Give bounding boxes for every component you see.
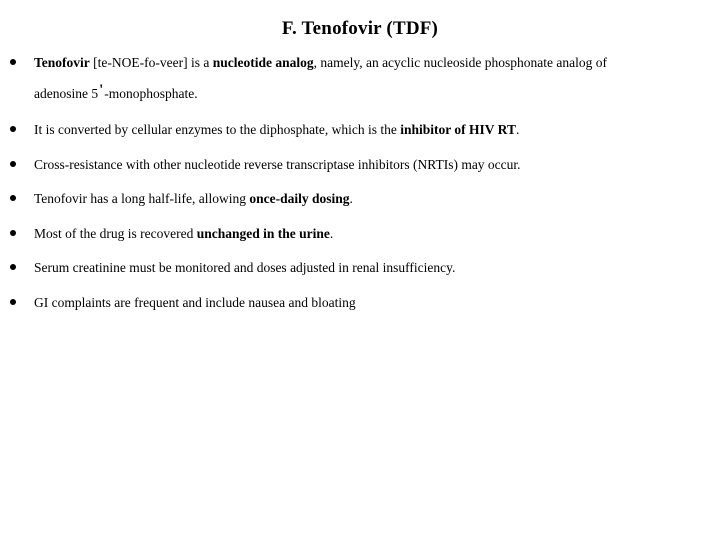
bullet-text: . — [349, 191, 353, 206]
bullet-text-line — [34, 227, 712, 241]
bullet-dot-icon — [10, 59, 16, 65]
bullet-dot-icon — [10, 161, 16, 167]
drug-name-bold: Tenofovir — [34, 55, 90, 70]
bullet-text: Tenofovir has a long half-life, allowing — [34, 191, 250, 206]
bullet-text: , namely, an acyclic nucleoside phosphonate analog of — [313, 55, 607, 70]
emphasis-bold: once-daily dosing — [249, 191, 350, 206]
emphasis-bold: inhibitor of HIV RT — [400, 122, 516, 137]
bullet-dot-icon — [10, 299, 16, 305]
bullet-dot-icon — [10, 264, 16, 270]
bullet-dot-icon — [10, 126, 16, 132]
bullet-text-line — [34, 81, 712, 102]
bullet-text: [te-NOE-fo-veer] is a — [89, 55, 213, 70]
bullet-text: Serum creatinine must be monitored and doses adjusted in renal insufficiency. — [34, 260, 456, 275]
prime-mark: ' — [99, 81, 104, 98]
bullet-text: Most of the drug is recovered — [34, 225, 197, 241]
bullet-dot-icon — [10, 230, 16, 236]
bullet-item-monitoring — [0, 261, 720, 275]
bullet-text-line — [34, 192, 712, 206]
bullet-text: . — [515, 122, 520, 137]
bullet-text: Cross-resistance with other nucleotide reverse transcriptase inhibitors (NRTIs) may occur. — [34, 156, 521, 172]
bullet-text-line — [34, 123, 712, 137]
bullet-text: GI complaints are frequent and include nausea and bloating — [34, 294, 356, 310]
bullet-text: It is converted by cellular enzymes to the diphosphate, which is the — [34, 122, 401, 137]
bullet-dot-icon — [10, 195, 16, 201]
emphasis-bold: nucleotide analog — [212, 55, 314, 70]
bullet-text: . — [329, 225, 334, 241]
bullet-text-line — [34, 56, 712, 70]
bullet-item-dosing — [0, 192, 720, 206]
bullet-text: -monophosphate. — [104, 85, 198, 101]
bullet-item-excretion — [0, 227, 720, 241]
bullet-text: adenosine 5 — [34, 85, 99, 101]
bullet-item-resistance — [0, 158, 720, 172]
bullet-text-line — [34, 296, 712, 310]
bullet-item-adverse-effects — [0, 296, 720, 310]
bullet-item-definition — [0, 56, 720, 106]
bullet-item-mechanism — [0, 123, 720, 137]
bullet-text-line — [34, 261, 712, 275]
slide-title: F. Tenofovir (TDF) — [281, 18, 439, 39]
emphasis-bold: unchanged in the urine — [196, 225, 330, 241]
bullet-list — [0, 56, 720, 309]
bullet-text-line — [34, 158, 712, 172]
